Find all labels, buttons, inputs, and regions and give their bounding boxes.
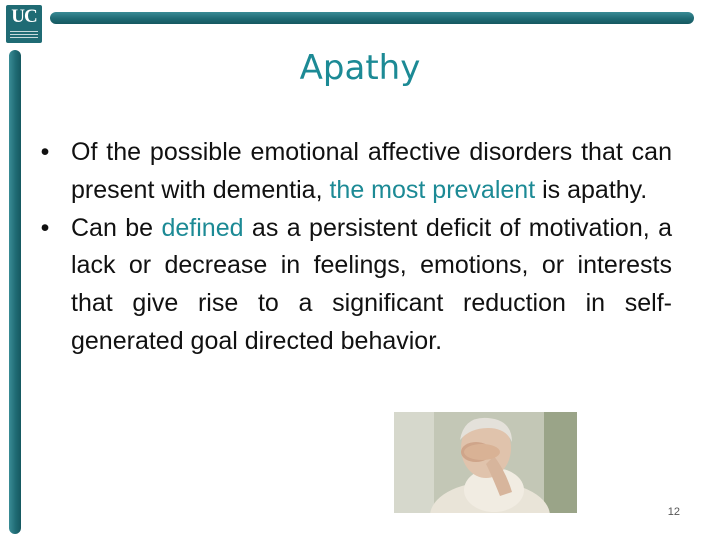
university-logo	[6, 5, 42, 43]
logo-emblem-lines	[10, 29, 38, 40]
page-number: 12	[667, 506, 680, 518]
left-decorative-bar	[9, 50, 21, 534]
slide-title: Apathy	[299, 48, 421, 88]
highlighted-text: defined	[161, 213, 244, 242]
logo-letters: UC	[11, 6, 37, 27]
bullet-text: is apathy.	[535, 175, 648, 204]
highlighted-text: the most prevalent	[329, 175, 536, 204]
photo-illustration	[394, 412, 577, 513]
elderly-woman-photo	[394, 412, 577, 513]
bullet-item	[38, 134, 672, 210]
bullet-list	[38, 134, 672, 361]
bullet-marker: •	[40, 213, 50, 242]
bullet-text: as a persistent deficit of motivation, a lack or decrease in feelings, emotions, or interests that give rise to a significant reduction in self-generated goal directed behavior.	[71, 213, 672, 355]
bullet-text: Of the possible emotional affective disorders that can present with dementia,	[71, 138, 672, 204]
bullet-item	[38, 210, 672, 361]
bullet-marker: •	[40, 138, 50, 166]
top-decorative-bar	[50, 12, 694, 24]
bullet-text: Can be	[71, 213, 162, 242]
